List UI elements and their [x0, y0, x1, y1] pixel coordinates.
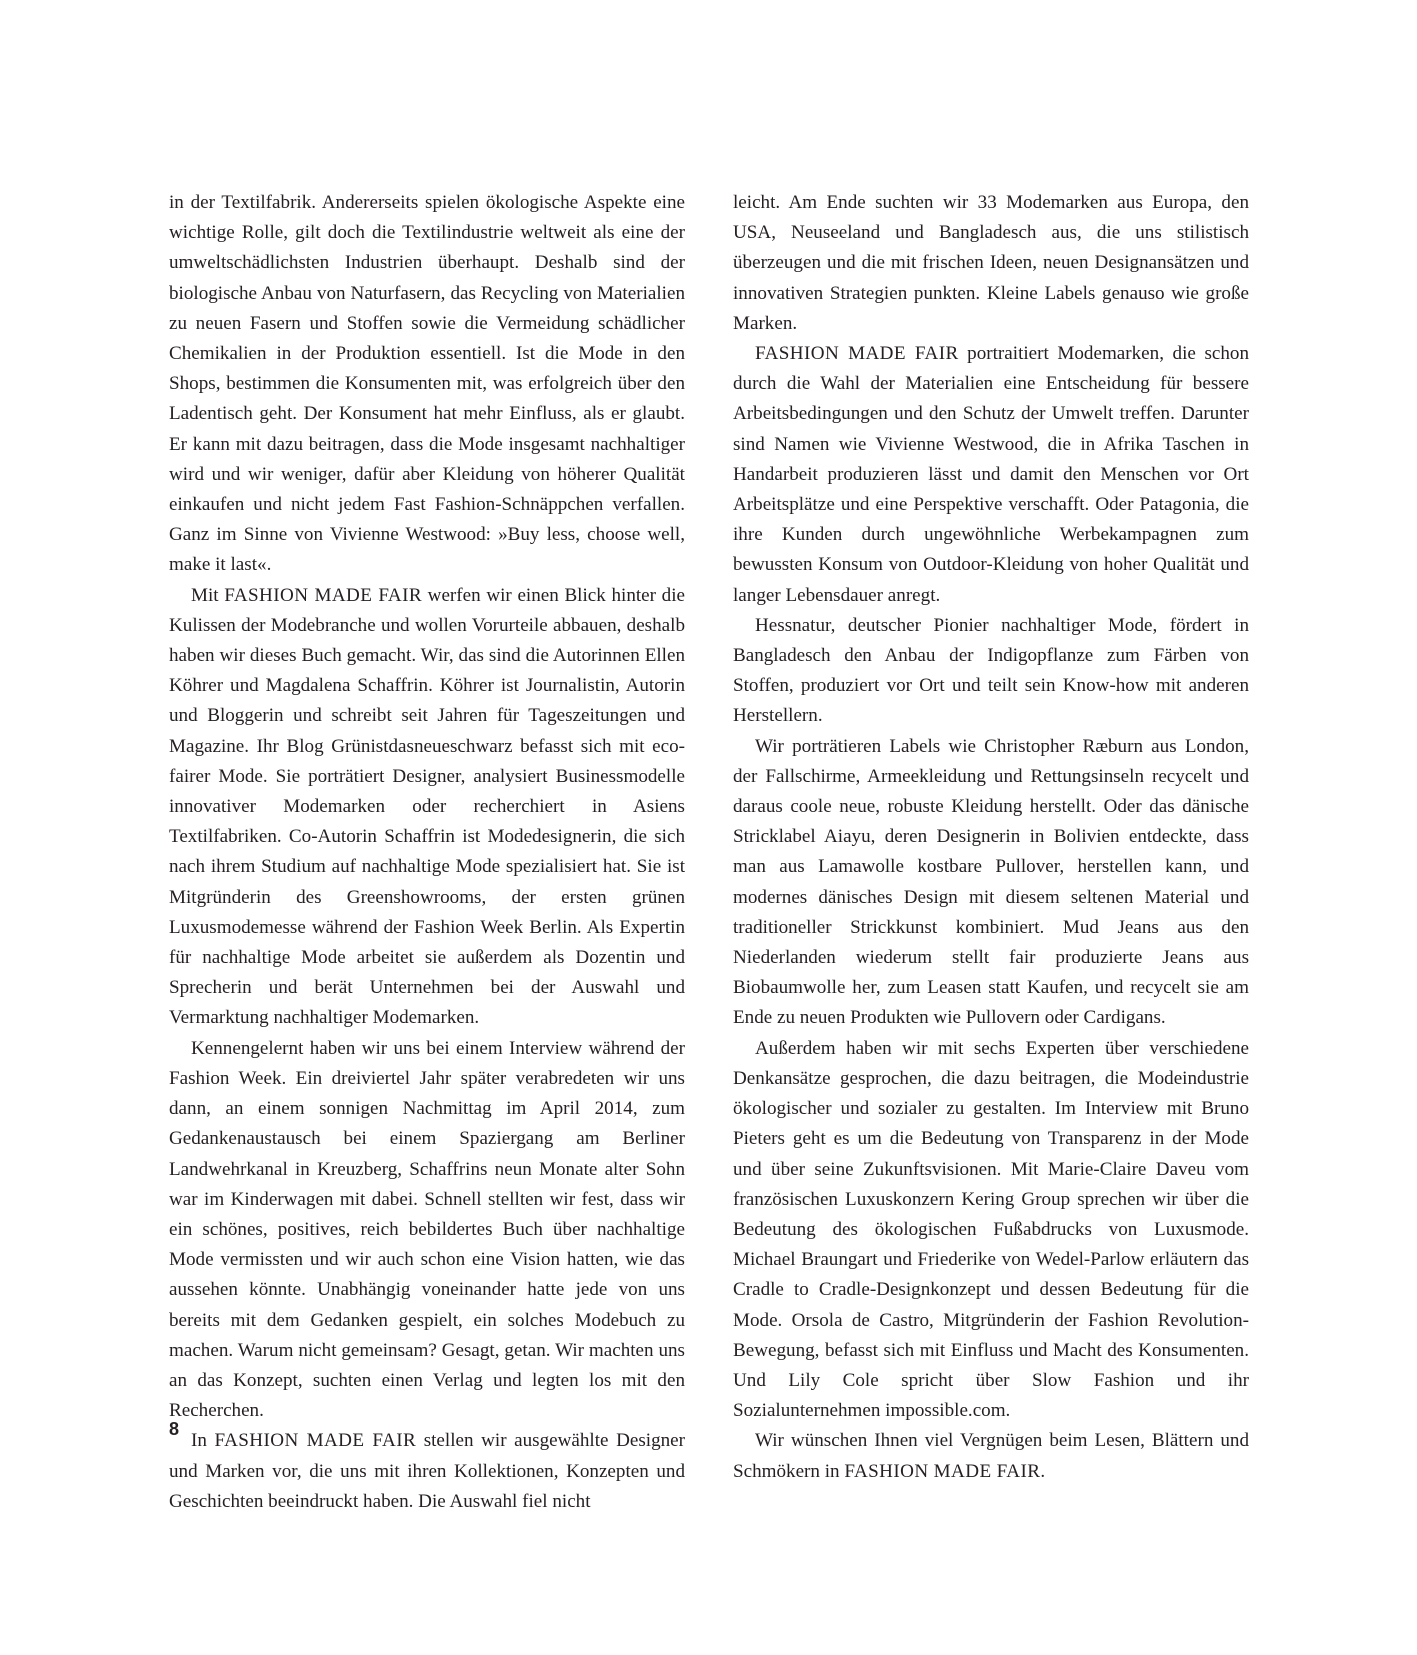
paragraph: Kennengelernt haben wir uns bei einem Interview während der Fashion Week. Ein dreiviertel Jahr später verabredeten wir uns dann, an einem sonnigen Nachmittag im April 2014, zum Gedankenaustausch bei einem Spaziergang am Berliner Landwehrkanal in Kreuzberg, Schaffrins neun Monate alter Sohn war im Kinderwagen mit dabei. Schnell stellten wir fest, dass wir ein schönes, positives, reich bebildertes Buch über nachhaltige Mode vermissten und wir auch schon eine Vision hatten, wie das aussehen könnte. Unabhängig voneinander hatte jede von uns bereits mit dem Gedanken gespielt, ein solches Modebuch zu machen. Warum nicht gemeinsam? Gesagt, getan. Wir machten uns an das Konzept, suchten einen Verlag und legten los mit den Recherchen. — [169, 1037, 685, 1422]
book-title-smallcaps: FASHION MADE FAIR — [755, 343, 959, 365]
paragraph: leicht. Am Ende suchten wir 33 Modemarken aus Europa, den USA, Neuseeland und Bangladesch aus, die uns stilistisch überzeugen und die mit frischen Ideen, neuen Designansätzen und innovativen Strategien punkten. Kleine Labels genauso wie große Marken. — [733, 192, 1249, 334]
paragraph: Hessnatur, deutscher Pionier nachhaltiger Mode, fördert in Bangladesch den Anbau der Indigopflanze zum Färben von Stoffen, produziert vor Ort und teilt sein Know-how mit anderen Herstellern. — [733, 614, 1249, 727]
right-column — [733, 188, 1249, 1517]
book-title-smallcaps: FASHION MADE FAIR — [214, 1430, 417, 1452]
paragraph: Wir porträtieren Labels wie Christopher Ræburn aus London, der Fallschirme, Armeekleidung und Rettungsinseln recycelt und daraus coole neue, robuste Kleidung herstellt. Oder das dänische Stricklabel Aiayu, deren Designerin in Bolivien entdeckte, dass man aus Lamawolle kostbare Pullover, herstellen kann, und modernes dänisches Design mit diesem seltenen Material und traditioneller Strickkunst kombiniert. Mud Jeans aus den Niederlanden wiederum stellt fair produzierte Jeans aus Biobaumwolle her, zum Leasen statt Kaufen, und recycelt sie am Ende zu neuen Produkten wie Pullovern oder Cardigans. — [733, 735, 1249, 1029]
paragraph: Außerdem haben wir mit sechs Experten über verschiedene Denkansätze gesprochen, die dazu beitragen, die Modeindustrie ökologischer und sozialer zu gestalten. Im Interview mit Bruno Pieters geht es um die Bedeutung von Transparenz in der Mode und über seine Zukunftsvisionen. Mit Marie-Claire Daveu vom französischen Luxuskonzern Kering Group sprechen wir über die Bedeutung des ökologischen Fußabdrucks von Luxusmode. Michael Braungart und Friederike von Wedel-Parlow erläutern das Cradle to Cradle-Designkonzept und dessen Bedeutung für die Mode. Orsola de Castro, Mitgründerin der Fashion Revolution-Bewegung, befasst sich mit Einfluss und Macht des Konsumenten. Und Lily Cole spricht über Slow Fashion und ihr Sozialunternehmen impossible.com. — [733, 1037, 1249, 1422]
paragraph: Mit FASHION MADE FAIR werfen wir einen Blick hinter die Kulissen der Modebranche und wollen Vorurteile abbauen, deshalb haben wir dieses Buch gemacht. Wir, das sind die Autorinnen Ellen Köhrer und Magdalena Schaffrin. Köhrer ist Journalistin, Autorin und Bloggerin und schreibt seit Jahren für Tageszeitungen und Magazine. Ihr Blog Grünistdasneueschwarz befasst sich mit eco-fairer Mode. Sie porträtiert Designer, analysiert Businessmodelle innovativer Modemarken oder recherchiert in Asiens Textilfabriken. Co-Autorin Schaffrin ist Modedesignerin, die sich nach ihrem Studium auf nachhaltige Mode spezialisiert hat. Sie ist Mitgründerin des Greenshowrooms, der ersten grünen Luxusmodemesse während der Fashion Week Berlin. Als Expertin für nachhaltige Mode arbeitet sie außerdem als Dozentin und Sprecherin und berät Unternehmen bei der Auswahl und Vermarktung nachhaltiger Modemarken. — [169, 584, 685, 1029]
paragraph: Wir wünschen Ihnen viel Vergnügen beim Lesen, Blättern und Schmökern in FASHION MADE FAIR. — [733, 1430, 1249, 1482]
paragraph: In FASHION MADE FAIR stellen wir ausgewählte Designer und Marken vor, die uns mit ihren Kollektionen, Konzepten und Geschichten beeindruckt haben. Die Auswahl fiel nicht — [169, 1430, 686, 1512]
book-title-smallcaps: FASHION MADE FAIR — [224, 584, 423, 606]
paragraph: FASHION MADE FAIR portraitiert Modemarken, die schon durch die Wahl der Materialien eine Entscheidung für bessere Arbeitsbedingungen und den Schutz der Umwelt treffen. Darunter sind Namen wie Vivienne Westwood, die in Afrika Taschen in Handarbeit produzieren lässt und damit den Menschen vor Ort Arbeitsplätze und eine Perspektive verschafft. Oder Patagonia, die ihre Kunden durch ungewöhnliche Werbekampagnen zum bewussten Konsum von Outdoor-Kleidung von hoher Qualität und langer Lebensdauer anregt. — [733, 343, 1249, 606]
text-columns — [169, 188, 1249, 1517]
book-title-smallcaps: FASHION MADE FAIR — [844, 1460, 1041, 1482]
paragraph: in der Textilfabrik. Andererseits spielen ökologische Aspekte eine wichtige Rolle, gilt doch die Textilindustrie weltweit als eine der umweltschädlichsten Industrien überhaupt. Deshalb sind der biologische Anbau von Naturfasern, das Recycling von Materialien zu neuen Fasern und Stoffen sowie die Vermeidung schädlicher Chemikalien in der Produktion essentiell. Ist die Mode in den Shops, bestimmen die Konsumenten mit, was erfolgreich über den Ladentisch geht. Der Konsument hat mehr Einfluss, als er glaubt. Er kann mit dazu beitragen, dass die Mode insgesamt nachhaltiger wird und wir weniger, dafür aber Kleidung von höherer Qualität einkaufen und nicht jedem Fast Fashion-Schnäppchen verfallen. Ganz im Sinne von Vivienne Westwood: »Buy less, choose well, make it last«. — [169, 192, 685, 576]
page-number: 8 — [169, 1419, 180, 1439]
left-column — [169, 188, 685, 1517]
